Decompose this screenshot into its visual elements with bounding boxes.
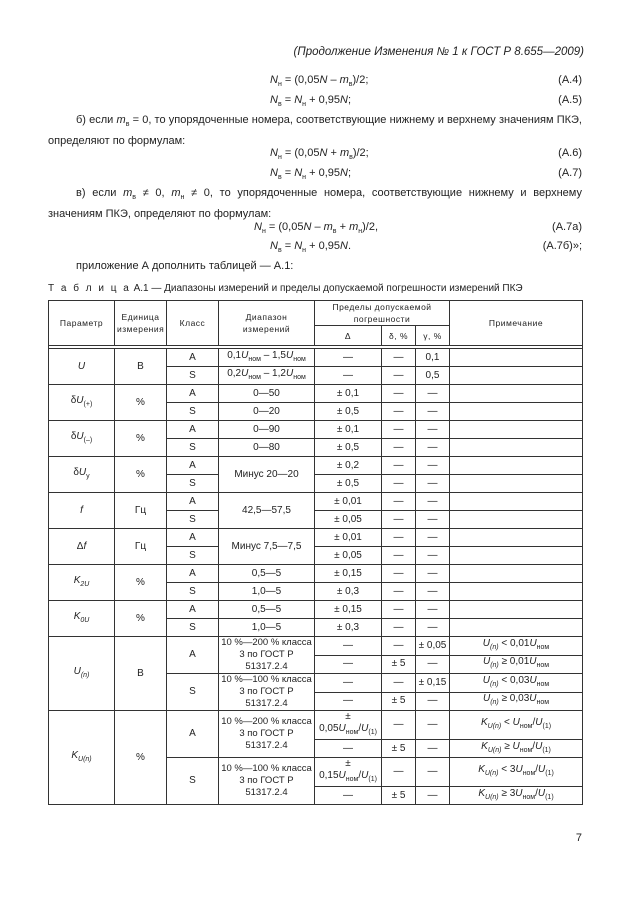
range-cell: 10 %—100 % класса 3 по ГОСТ Р 51317.2.4 <box>219 674 315 711</box>
note-cell <box>450 619 583 637</box>
gamma-cell: — <box>416 740 450 758</box>
delta-cell: — <box>315 637 382 656</box>
paragraph-b: б) если $m_в = 0$, то упорядоченные номера, соответствующие нижнему и верхнему значениям ПКЭ, определяют по формулам: <box>48 114 582 148</box>
class-cell: S <box>167 475 219 493</box>
gamma-cell: ± 0,05 <box>416 637 450 656</box>
table-row <box>49 421 583 439</box>
table-row <box>49 493 583 511</box>
col-header-limits: Пределы допускаемой погрешности <box>315 301 450 326</box>
delta-pct-cell: — <box>382 547 416 565</box>
delta-pct-cell: — <box>382 421 416 439</box>
unit-cell: % <box>115 565 167 601</box>
paragraph-c: в) если $m_в \ne 0$, $m_н \ne 0$, то упорядоченные номера, соответствующие нижнему и верхнему значениям ПКЭ, определяют по формулам: <box>48 187 582 221</box>
delta-pct-cell: — <box>382 619 416 637</box>
delta-cell: — <box>315 787 382 805</box>
table-row <box>49 529 583 547</box>
delta-cell: — <box>315 655 382 674</box>
note-cell: $U_{(n)} < 0,01U_{ном}$ <box>450 637 583 656</box>
class-cell: A <box>167 565 219 583</box>
range-cell: 10 %—200 % класса 3 по ГОСТ Р 51317.2.4 <box>219 711 315 758</box>
unit-cell: В <box>115 637 167 711</box>
delta-cell: ± 0,2 <box>315 457 382 475</box>
table-row <box>49 349 583 367</box>
note-cell <box>450 511 583 529</box>
delta-cell: — <box>315 740 382 758</box>
param-u-n: $U_{(n)}$ <box>49 637 115 711</box>
note-cell <box>450 475 583 493</box>
unit-cell: % <box>115 421 167 457</box>
unit-cell: % <box>115 457 167 493</box>
unit-cell: % <box>115 385 167 421</box>
delta-pct-cell: ± 5 <box>382 655 416 674</box>
table-row <box>49 637 583 656</box>
formula-a4: $N_н = (0,05N - m_в)/2$; <box>270 74 369 89</box>
caption-label: Т а б л и ц а <box>48 283 131 294</box>
gamma-cell: 0,5 <box>416 367 450 385</box>
gamma-cell: — <box>416 692 450 711</box>
class-cell: A <box>167 637 219 674</box>
delta-cell: ± 0,1 <box>315 421 382 439</box>
note-cell <box>450 439 583 457</box>
delta-pct-cell: — <box>382 711 416 740</box>
class-cell: S <box>167 674 219 711</box>
delta-pct-cell: — <box>382 583 416 601</box>
param-f: f <box>49 493 115 529</box>
range-cell: 1,0—5 <box>219 583 315 601</box>
class-cell: A <box>167 457 219 475</box>
table-row <box>49 711 583 740</box>
gamma-cell: — <box>416 403 450 421</box>
formula-a7a: $N_н = (0,05N - m_в + m_н)/2$, <box>254 221 379 236</box>
note-cell: $K_{U(n)} \ge U_{ном}/U_{(1)}$ <box>450 740 583 758</box>
gamma-cell: ± 0,15 <box>416 674 450 693</box>
delta-pct-cell: — <box>382 565 416 583</box>
delta-pct-cell: ± 5 <box>382 787 416 805</box>
delta-cell: ± 0,01 <box>315 493 382 511</box>
note-cell <box>450 367 583 385</box>
table-caption <box>48 283 523 294</box>
gamma-cell: — <box>416 385 450 403</box>
unit-cell: Гц <box>115 529 167 565</box>
class-cell: S <box>167 439 219 457</box>
delta-cell: ± $0,05U_{ном}/U_{(1)}$ <box>315 711 382 740</box>
formula-a6: $N_н = (0,05N + m_в)/2$; <box>270 147 369 162</box>
gamma-cell: — <box>416 457 450 475</box>
delta-cell: ± 0,5 <box>315 475 382 493</box>
table-row <box>49 601 583 619</box>
formula-number: (А.7б)»; <box>542 240 582 252</box>
note-cell: $U_{(n)} < 0,03U_{ном}$ <box>450 674 583 693</box>
col-header-gamma-pct: γ, % <box>416 326 450 346</box>
delta-pct-cell: — <box>382 475 416 493</box>
delta-cell: ± 0,5 <box>315 439 382 457</box>
col-header-delta-pct: δ, % <box>382 326 416 346</box>
range-cell: 0—50 <box>219 385 315 403</box>
gamma-cell: — <box>416 475 450 493</box>
col-header-delta: Δ <box>315 326 382 346</box>
formula-number: (А.4) <box>558 74 582 86</box>
unit-cell: % <box>115 711 167 805</box>
gamma-cell: — <box>416 565 450 583</box>
delta-cell: ± 0,1 <box>315 385 382 403</box>
gamma-cell: — <box>416 511 450 529</box>
note-cell <box>450 385 583 403</box>
table-row <box>49 385 583 403</box>
col-header-param: Параметр <box>49 301 115 346</box>
class-cell: A <box>167 601 219 619</box>
delta-pct-cell: — <box>382 674 416 693</box>
note-cell <box>450 583 583 601</box>
gamma-cell: 0,1 <box>416 349 450 367</box>
class-cell: S <box>167 583 219 601</box>
param-du-minus: $\delta U_{(-)}$ <box>49 421 115 457</box>
delta-cell: — <box>315 692 382 711</box>
caption-text: А.1 — Диапазоны измерений и пределы допускаемой погрешности измерений ПКЭ <box>133 283 523 294</box>
param-du-plus: $\delta U_{(+)}$ <box>49 385 115 421</box>
note-cell <box>450 547 583 565</box>
range-cell: 10 %—100 % класса 3 по ГОСТ Р 51317.2.4 <box>219 758 315 805</box>
gamma-cell: — <box>416 547 450 565</box>
gamma-cell: — <box>416 439 450 457</box>
delta-cell: — <box>315 674 382 693</box>
range-cell: 0—80 <box>219 439 315 457</box>
formula-number: (А.7) <box>558 167 582 179</box>
delta-pct-cell: — <box>382 457 416 475</box>
running-header: (Продолжение Изменения № 1 к ГОСТ Р 8.655—2009) <box>293 46 584 58</box>
note-cell <box>450 529 583 547</box>
range-cell: 0,5—5 <box>219 565 315 583</box>
note-cell <box>450 421 583 439</box>
formula-number: (А.5) <box>558 94 582 106</box>
paragraph-d: приложение А дополнить таблицей — А.1: <box>76 260 294 272</box>
class-cell: A <box>167 529 219 547</box>
note-cell <box>450 565 583 583</box>
delta-pct-cell: — <box>382 493 416 511</box>
param-k0u: $K_{0U}$ <box>49 601 115 637</box>
delta-cell: ± 0,15 <box>315 601 382 619</box>
delta-cell: — <box>315 367 382 385</box>
delta-cell: — <box>315 349 382 367</box>
delta-pct-cell: — <box>382 403 416 421</box>
note-cell: $K_{U(n)} \ge 3U_{ном}/U_{(1)}$ <box>450 787 583 805</box>
formula-a7: $N_в = N_н + 0,95N$; <box>270 167 352 182</box>
class-cell: S <box>167 758 219 805</box>
delta-cell: ± 0,3 <box>315 583 382 601</box>
page-number: 7 <box>575 832 582 844</box>
param-du-y: $\delta U_y$ <box>49 457 115 493</box>
class-cell: S <box>167 619 219 637</box>
gamma-cell: — <box>416 583 450 601</box>
formula-a5: $N_в = N_н + 0,95N$; <box>270 94 352 109</box>
note-cell: $K_{U(n)} < 3U_{ном}/U_{(1)}$ <box>450 758 583 787</box>
gamma-cell: — <box>416 655 450 674</box>
range-cell: 0—20 <box>219 403 315 421</box>
delta-cell: ± 0,05 <box>315 511 382 529</box>
table-row <box>49 457 583 475</box>
unit-cell: В <box>115 349 167 385</box>
range-cell: 0,5—5 <box>219 601 315 619</box>
note-cell <box>450 493 583 511</box>
col-header-note: Примечание <box>450 301 583 346</box>
formula-number: (А.6) <box>558 147 582 159</box>
param-k2u: $K_{2U}$ <box>49 565 115 601</box>
delta-pct-cell: ± 5 <box>382 740 416 758</box>
class-cell: S <box>167 547 219 565</box>
range-cell: 0—90 <box>219 421 315 439</box>
delta-pct-cell: — <box>382 529 416 547</box>
delta-pct-cell: — <box>382 601 416 619</box>
note-cell <box>450 403 583 421</box>
param-u: U <box>49 349 115 385</box>
class-cell: S <box>167 403 219 421</box>
delta-cell: ± 0,01 <box>315 529 382 547</box>
unit-cell: Гц <box>115 493 167 529</box>
range-cell: 1,0—5 <box>219 619 315 637</box>
note-cell <box>450 601 583 619</box>
class-cell: S <box>167 367 219 385</box>
gamma-cell: — <box>416 619 450 637</box>
class-cell: A <box>167 711 219 758</box>
range-cell: 42,5—57,5 <box>219 493 315 529</box>
range-cell: Минус 7,5—7,5 <box>219 529 315 565</box>
delta-pct-cell: ± 5 <box>382 692 416 711</box>
class-cell: A <box>167 385 219 403</box>
gamma-cell: — <box>416 787 450 805</box>
gamma-cell: — <box>416 493 450 511</box>
delta-pct-cell: — <box>382 349 416 367</box>
delta-cell: ± 0,3 <box>315 619 382 637</box>
range-cell: 10 %—200 % класса 3 по ГОСТ Р 51317.2.4 <box>219 637 315 674</box>
note-cell: $U_{(n)} \ge 0,01U_{ном}$ <box>450 655 583 674</box>
gamma-cell: — <box>416 529 450 547</box>
class-cell: A <box>167 349 219 367</box>
col-header-class: Класс <box>167 301 219 346</box>
gamma-cell: — <box>416 421 450 439</box>
param-delta-f: Δf <box>49 529 115 565</box>
delta-cell: ± 0,5 <box>315 403 382 421</box>
delta-pct-cell: — <box>382 511 416 529</box>
gamma-cell: — <box>416 601 450 619</box>
delta-pct-cell: — <box>382 367 416 385</box>
unit-cell: % <box>115 601 167 637</box>
gamma-cell: — <box>416 711 450 740</box>
class-cell: S <box>167 511 219 529</box>
col-header-unit: Единица измерения <box>115 301 167 346</box>
table-row <box>49 565 583 583</box>
note-cell <box>450 457 583 475</box>
delta-cell: ± $0,15U_{ном}/U_{(1)}$ <box>315 758 382 787</box>
range-cell: $0,2U_{ном} - 1,2U_{ном}$ <box>219 367 315 385</box>
delta-pct-cell: — <box>382 758 416 787</box>
delta-pct-cell: — <box>382 637 416 656</box>
delta-pct-cell: — <box>382 385 416 403</box>
measurement-table <box>48 300 583 805</box>
note-cell <box>450 349 583 367</box>
delta-cell: ± 0,05 <box>315 547 382 565</box>
param-ku-n: $K_{U(n)}$ <box>49 711 115 805</box>
range-cell: $0,1U_{ном} - 1,5U_{ном}$ <box>219 349 315 367</box>
formula-a7b: $N_в = N_н + 0,95N$. <box>270 240 352 255</box>
formula-number: (А.7а) <box>552 221 582 233</box>
delta-cell: ± 0,15 <box>315 565 382 583</box>
delta-pct-cell: — <box>382 439 416 457</box>
class-cell: A <box>167 421 219 439</box>
class-cell: A <box>167 493 219 511</box>
note-cell: $K_{U(n)} < U_{ном}/U_{(1)}$ <box>450 711 583 740</box>
col-header-range: Диапазон измерений <box>219 301 315 346</box>
gamma-cell: — <box>416 758 450 787</box>
range-cell: Минус 20—20 <box>219 457 315 493</box>
note-cell: $U_{(n)} \ge 0,03U_{ном}$ <box>450 692 583 711</box>
